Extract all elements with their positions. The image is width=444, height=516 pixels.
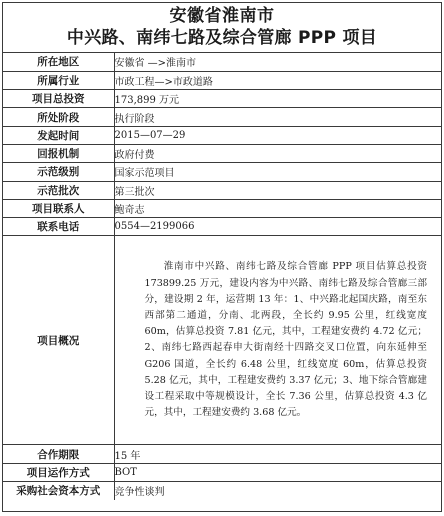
row-demo-level	[3, 163, 441, 181]
row-industry	[3, 71, 441, 89]
value-demo-batch: 第三批次	[114, 181, 441, 199]
project-info-sheet	[2, 2, 442, 512]
row-stage	[3, 108, 441, 126]
label-contact-phone: 联系电话	[3, 218, 114, 236]
value-stage: 执行阶段	[114, 108, 441, 126]
row-contact-phone	[3, 218, 441, 236]
value-cooperation-period: 15 年	[114, 445, 441, 463]
value-demo-level: 国家示范项目	[114, 163, 441, 181]
label-project-overview: 项目概况	[3, 236, 114, 445]
value-contact-phone: 0554—2199066	[114, 218, 441, 236]
value-return-mechanism: 政府付费	[114, 144, 441, 162]
label-cooperation-period: 合作期限	[3, 445, 114, 463]
value-region: 安徽省 —>淮南市	[114, 53, 441, 71]
title-project-name: 中兴路、南纬七路及综合管廊 PPP 项目	[66, 28, 378, 48]
value-operation-mode: BOT	[114, 463, 441, 481]
row-region	[3, 53, 441, 71]
row-operation-mode	[3, 463, 441, 481]
label-industry: 所属行业	[3, 71, 114, 89]
title-block	[3, 3, 441, 53]
project-info-table	[3, 53, 441, 500]
label-contact-person: 项目联系人	[3, 199, 114, 217]
label-operation-mode: 项目运作方式	[3, 463, 114, 481]
row-total-investment	[3, 90, 441, 108]
row-return-mechanism	[3, 144, 441, 162]
value-procurement-method: 竞争性谈判	[114, 487, 165, 499]
row-launch-date	[3, 126, 441, 144]
label-region: 所在地区	[3, 53, 114, 71]
label-return-mechanism: 回报机制	[3, 144, 114, 162]
row-cooperation-period	[3, 445, 441, 463]
value-launch-date: 2015—07—29	[114, 126, 441, 144]
label-stage: 所处阶段	[3, 108, 114, 126]
overview-cell	[114, 236, 441, 445]
label-demo-batch: 示范批次	[3, 181, 114, 199]
label-launch-date: 发起时间	[3, 126, 114, 144]
label-demo-level: 示范级别	[3, 163, 114, 181]
label-procurement-method: 采购社会资本方式	[3, 482, 114, 500]
value-industry: 市政工程—>市政道路	[114, 71, 441, 89]
label-total-investment: 项目总投资	[3, 90, 114, 108]
row-procurement-method	[3, 482, 441, 500]
project-overview-text: 淮南市中兴路、南纬七路及综合管廊 PPP 项目估算总投资 173899.25 万元，建设内容为中兴路、南纬七路及综合管廊三部分，建设期 2 年，运营期 13 年：1、中兴路北起国庆路，南至东西部第二通道，分南、北两段，全长约 9.95 公里，红线宽度 60m，估算总投资 7.81 亿元，其中，工程建安费约 4.72 亿元；2、南纬七路西起春申大街南经十四路交叉口位置，向东延伸至 G206 国道，全长约 6.48 公里，红线宽度 60m，估算总投资 5.28 亿元，其中，工程建安费约 3.37 亿元；3、地下综合管廊建设工程采取中等规模设计，全长 7.36 公里，估算总投资 4.3 亿元，其中，工程建安费约 3.68 亿元。	[144, 261, 427, 419]
value-contact-person: 鲍奇志	[114, 199, 441, 217]
row-contact-person	[3, 199, 441, 217]
title-province-city: 安徽省淮南市	[169, 6, 275, 26]
row-project-overview	[3, 236, 441, 445]
value-total-investment: 173,899 万元	[114, 90, 441, 108]
row-demo-batch	[3, 181, 441, 199]
